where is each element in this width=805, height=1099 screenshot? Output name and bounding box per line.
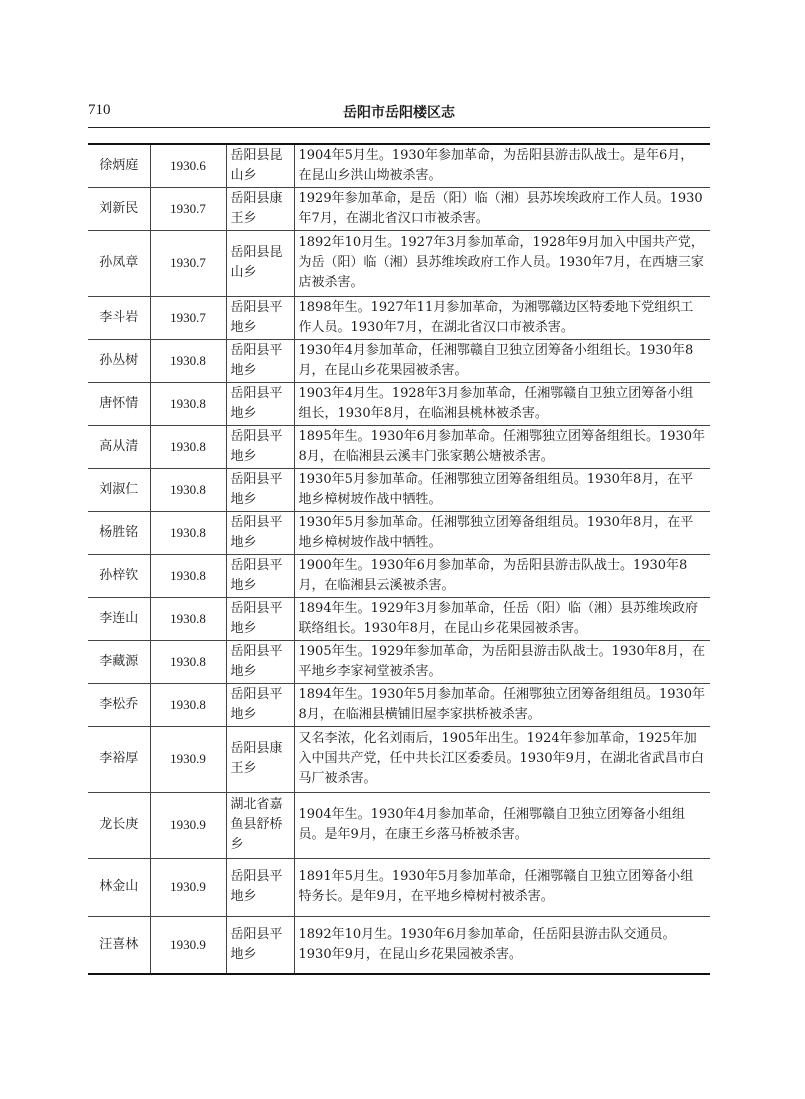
date-cell: 1930.8 bbox=[150, 554, 226, 597]
place-cell bbox=[226, 597, 294, 640]
name-cell: 李松乔 bbox=[88, 683, 150, 726]
date-cell: 1930.8 bbox=[150, 683, 226, 726]
name-cell: 高从清 bbox=[88, 425, 150, 468]
description-cell: 1929年参加革命，是岳（阳）临（湘）县苏埃埃政府工作人员。1930年7月，在湖北省汉口市被杀害。 bbox=[294, 187, 710, 230]
place-text: 岳阳县平地乡 bbox=[230, 686, 283, 722]
date-cell: 1930.8 bbox=[150, 511, 226, 554]
place-cell bbox=[226, 339, 294, 382]
name-cell: 孙凤章 bbox=[88, 230, 150, 296]
place-text: 岳阳县康王乡 bbox=[230, 741, 283, 776]
place-text: 岳阳县平地乡 bbox=[230, 643, 283, 679]
table-row bbox=[88, 916, 710, 974]
description-cell: 1904年生。1930年4月参加革命，任湘鄂赣自卫独立团筹备小组组员。是年9月，在康王乡落马桥被杀害。 bbox=[294, 792, 710, 858]
description-cell: 1903年4月生。1928年3月参加革命，任湘鄂赣自卫独立团筹备小组组长，1930年8月，在临湘县桃林被杀害。 bbox=[294, 382, 710, 425]
place-text: 岳阳县平地乡 bbox=[230, 471, 283, 507]
description-cell: 1894年生。1929年3月参加革命，任岳（阳）临（湘）县苏维埃政府联络组长。1930年8月，在昆山乡花果园被杀害。 bbox=[294, 597, 710, 640]
name-cell: 李裕厚 bbox=[88, 726, 150, 792]
page-number: 710 bbox=[88, 102, 111, 118]
name-cell: 汪喜林 bbox=[88, 916, 150, 974]
date-cell: 1930.7 bbox=[150, 230, 226, 296]
date-cell: 1930.8 bbox=[150, 468, 226, 511]
date-cell: 1930.8 bbox=[150, 640, 226, 683]
place-cell bbox=[226, 187, 294, 230]
date-cell: 1930.8 bbox=[150, 339, 226, 382]
place-cell bbox=[226, 296, 294, 339]
date-cell: 1930.8 bbox=[150, 597, 226, 640]
description-cell: 1905年生。1929年参加革命，为岳阳县游击队战士。1930年8月，在平地乡李家祠堂被杀害。 bbox=[294, 640, 710, 683]
place-text: 岳阳县昆山乡 bbox=[230, 147, 283, 183]
place-cell bbox=[226, 230, 294, 296]
place-cell bbox=[226, 792, 294, 858]
place-text: 岳阳县平地乡 bbox=[230, 299, 283, 335]
table-row bbox=[88, 858, 710, 916]
description-cell: 1895年生。1930年6月参加革命。任湘鄂独立团筹备组组长。1930年8月，在临湘县云溪丰门张家鹅公塘被杀害。 bbox=[294, 425, 710, 468]
page-header bbox=[88, 102, 710, 124]
place-cell bbox=[226, 683, 294, 726]
description-cell: 1894年生。1930年5月参加革命。任湘鄂独立团筹备组组员。1930年8月，在临湘县横铺旧屋李家拱桥被杀害。 bbox=[294, 683, 710, 726]
name-cell: 孙梓钦 bbox=[88, 554, 150, 597]
table-row bbox=[88, 339, 710, 382]
place-cell bbox=[226, 858, 294, 916]
table-row bbox=[88, 511, 710, 554]
name-cell: 杨胜铭 bbox=[88, 511, 150, 554]
name-cell: 孙丛树 bbox=[88, 339, 150, 382]
date-cell: 1930.9 bbox=[150, 858, 226, 916]
table-row bbox=[88, 554, 710, 597]
place-text: 岳阳县康王乡 bbox=[230, 190, 283, 226]
date-cell: 1930.8 bbox=[150, 425, 226, 468]
name-cell: 李藏源 bbox=[88, 640, 150, 683]
table-row bbox=[88, 230, 710, 296]
name-cell: 刘淑仁 bbox=[88, 468, 150, 511]
description-cell: 1904年5月生。1930年参加革命，为岳阳县游击队战士。是年6月，在昆山乡洪山坳被杀害。 bbox=[294, 144, 710, 187]
date-cell: 1930.8 bbox=[150, 382, 226, 425]
place-cell bbox=[226, 916, 294, 974]
name-cell: 龙长庚 bbox=[88, 792, 150, 858]
description-cell: 1891年5月生。1930年5月参加革命，任湘鄂赣自卫独立团筹备小组特务长。是年9月，在平地乡樟树村被杀害。 bbox=[294, 858, 710, 916]
name-cell: 李连山 bbox=[88, 597, 150, 640]
place-text: 岳阳县昆山乡 bbox=[230, 245, 283, 280]
date-cell: 1930.7 bbox=[150, 187, 226, 230]
place-text: 岳阳县平地乡 bbox=[230, 557, 283, 593]
description-cell: 1900年生。1930年6月参加革命，为岳阳县游击队战士。1930年8月，在临湘县云溪被杀害。 bbox=[294, 554, 710, 597]
place-cell bbox=[226, 144, 294, 187]
table-row bbox=[88, 640, 710, 683]
table-row bbox=[88, 187, 710, 230]
table-row bbox=[88, 382, 710, 425]
name-cell: 林金山 bbox=[88, 858, 150, 916]
date-cell: 1930.9 bbox=[150, 916, 226, 974]
place-cell bbox=[226, 511, 294, 554]
table-row bbox=[88, 144, 710, 187]
name-cell: 徐炳庭 bbox=[88, 144, 150, 187]
description-cell: 1892年10月生。1930年6月参加革命，任岳阳县游击队交通员。1930年9月，在昆山乡花果园被杀害。 bbox=[294, 916, 710, 974]
description-cell: 1930年5月参加革命。任湘鄂独立团筹备组组员。1930年8月，在平地乡樟树坡作战中牺牲。 bbox=[294, 468, 710, 511]
table-row bbox=[88, 792, 710, 858]
table-row bbox=[88, 683, 710, 726]
table-row bbox=[88, 468, 710, 511]
place-cell bbox=[226, 382, 294, 425]
date-cell: 1930.9 bbox=[150, 726, 226, 792]
martyr-roster-table bbox=[88, 143, 710, 975]
header-rule bbox=[88, 127, 710, 128]
place-cell bbox=[226, 425, 294, 468]
description-cell: 1898年生。1927年11月参加革命，为湘鄂赣边区特委地下党组织工作人员。1930年7月，在湖北省汉口市被杀害。 bbox=[294, 296, 710, 339]
place-cell bbox=[226, 640, 294, 683]
description-cell: 又名李浓，化名刘雨后，1905年出生。1924年参加革命，1925年加入中国共产党，任中共长江区委委员。1930年9月，在湖北省武昌市白马厂被杀害。 bbox=[294, 726, 710, 792]
place-text: 岳阳县平地乡 bbox=[230, 385, 283, 421]
table-body bbox=[88, 144, 710, 974]
description-cell: 1892年10月生。1927年3月参加革命，1928年9月加入中国共产党，为岳（阳）临（湘）县苏维埃政府工作人员。1930年7月，在西塘三家店被杀害。 bbox=[294, 230, 710, 296]
table-row bbox=[88, 425, 710, 468]
name-cell: 唐怀情 bbox=[88, 382, 150, 425]
place-text: 岳阳县平地乡 bbox=[230, 600, 283, 636]
name-cell: 刘新民 bbox=[88, 187, 150, 230]
name-cell: 李斗岩 bbox=[88, 296, 150, 339]
place-text: 岳阳县平地乡 bbox=[230, 514, 283, 550]
description-cell: 1930年5月参加革命。任湘鄂独立团筹备组组员。1930年8月，在平地乡樟树坡作战中牺牲。 bbox=[294, 511, 710, 554]
date-cell: 1930.7 bbox=[150, 296, 226, 339]
place-text: 岳阳县平地乡 bbox=[230, 428, 283, 464]
place-cell bbox=[226, 468, 294, 511]
place-cell bbox=[226, 726, 294, 792]
description-cell: 1930年4月参加革命，任湘鄂赣自卫独立团筹备小组组长。1930年8月，在昆山乡花果园被杀害。 bbox=[294, 339, 710, 382]
place-text: 岳阳县平地乡 bbox=[230, 869, 283, 904]
date-cell: 1930.6 bbox=[150, 144, 226, 187]
place-text: 岳阳县平地乡 bbox=[230, 342, 283, 378]
date-cell: 1930.9 bbox=[150, 792, 226, 858]
place-cell bbox=[226, 554, 294, 597]
running-title: 岳阳市岳阳楼区志 bbox=[343, 105, 455, 121]
place-text: 岳阳县平地乡 bbox=[230, 926, 283, 962]
table-row bbox=[88, 726, 710, 792]
place-text: 湖北省嘉鱼县舒桥乡 bbox=[230, 797, 283, 852]
table-row bbox=[88, 597, 710, 640]
table-row bbox=[88, 296, 710, 339]
